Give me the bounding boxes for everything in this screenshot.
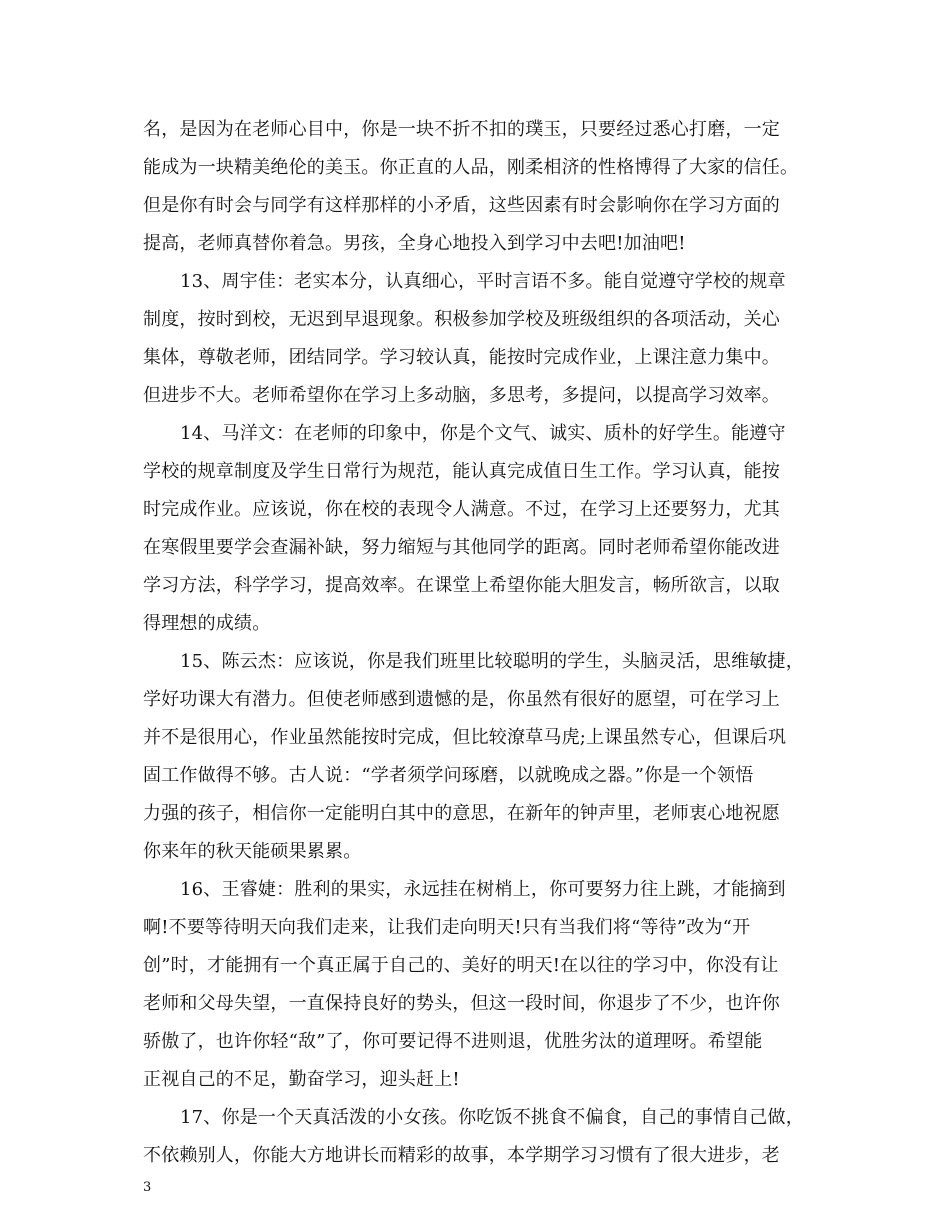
paragraph-14-start: 14、马洋文：在老师的印象中，你是个文气、诚实、质朴的好学生。能遵守 [180,423,786,444]
paragraph-13-start: 13、周宇佳：老实本分，认真细心，平时言语不多。能自觉遵守学校的规章 [180,271,786,292]
text-line: 能成为一块精美绝伦的美玉。你正直的人品，刚柔相济的性格博得了大家的信任。 [143,157,799,178]
text-line: 得理想的成绩。 [143,613,271,634]
page-number: 3 [143,1180,152,1195]
text-line: 啊!不要等待明天向我们走来，让我们走向明天!只有当我们将“等待”改为“开 [143,917,751,938]
paragraph-17-start: 17、你是一个天真活泼的小女孩。你吃饭不挑食不偏食，自己的事情自己做， [180,1107,804,1128]
text-line: 但是你有时会与同学有这样那样的小矛盾，这些因素有时会影响你在学习方面的 [143,195,780,216]
text-line: 固工作做得不够。古人说：“学者须学问琢磨，以就晚成之器。”你是一个领悟 [143,765,754,786]
text-line: 创”时，才能拥有一个真正属于自己的、美好的明天!在以往的学习中，你没有让 [143,955,779,976]
text-line: 并不是很用心，作业虽然能按时完成，但比较潦草马虎;上课虽然专心，但课后巩 [143,727,787,748]
paragraph-16-start: 16、王睿婕：胜利的果实，永远挂在树梢上，你可要努力往上跳，才能摘到 [180,879,786,900]
text-line: 学校的规章制度及学生日常行为规范，能认真完成值日生工作。学习认真，能按 [143,461,780,482]
text-line: 时完成作业。应该说，你在校的表现令人满意。不过，在学习上还要努力，尤其 [143,499,780,520]
text-line: 制度，按时到校，无迟到早退现象。积极参加学校及班级组织的各项活动，关心 [143,309,780,330]
text-line: 提高，老师真替你着急。男孩，全身心地投入到学习中去吧!加油吧! [143,233,686,254]
text-line: 不依赖别人，你能大方地讲长而精彩的故事，本学期学习习惯有了很大进步，老 [143,1145,780,1166]
text-line: 但进步不大。老师希望你在学习上多动脑，多思考，多提问，以提高学习效率。 [143,385,780,406]
paragraph-15-start: 15、陈云杰：应该说，你是我们班里比较聪明的学生，头脑灵活，思维敏捷， [180,651,804,672]
text-line: 学好功课大有潜力。但使老师感到遗憾的是，你虽然有很好的愿望，可在学习上 [143,689,780,710]
text-line: 学习方法，科学学习，提高效率。在课堂上希望你能大胆发言，畅所欲言，以取 [143,575,780,596]
text-line: 力强的孩子，相信你一定能明白其中的意思，在新年的钟声里，老师衷心地祝愿 [143,803,780,824]
text-line: 在寒假里要学会查漏补缺，努力缩短与其他同学的距离。同时老师希望你能改进 [143,537,780,558]
text-line: 集体，尊敬老师，团结同学。学习较认真，能按时完成作业，上课注意力集中。 [143,347,780,368]
text-line: 名，是因为在老师心目中，你是一块不折不扣的璞玉，只要经过悉心打磨，一定 [143,119,780,140]
text-line: 你来年的秋天能硕果累累。 [143,841,362,862]
text-line: 正视自己的不足，勤奋学习，迎头赶上! [143,1069,460,1090]
text-line: 老师和父母失望，一直保持良好的势头，但这一段时间，你退步了不少，也许你 [143,993,780,1014]
text-line: 骄傲了，也许你轻“敌”了，你可要记得不进则退，优胜劣汰的道理呀。希望能 [143,1031,763,1052]
